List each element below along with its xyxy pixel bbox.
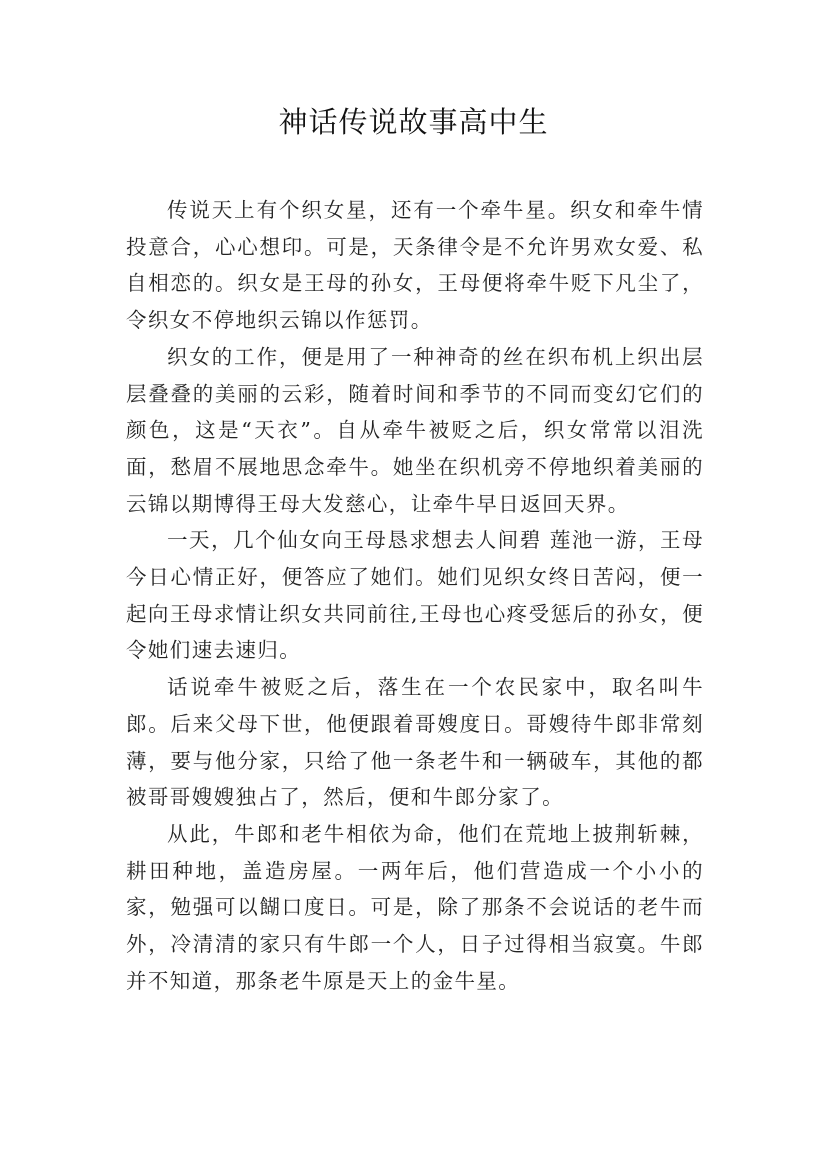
- paragraph: 一天，几个仙女向王母恳求想去人间碧 莲池一游，王母今日心情正好，便答应了她们。她们见织女终日苦闷，便一起向王母求情让织女共同前往,王母也心疼受惩后的孙女，便令她们速去速归。: [126, 528, 704, 663]
- paragraph: 传说天上有个织女星，还有一个牵牛星。织女和牵牛情投意合，心心想印。可是，天条律令是不允许男欢女爱、私自相恋的。织女是王母的孙女，王母便将牵牛贬下凡尘了，令织女不停地织云锦以作惩罚。: [126, 198, 704, 333]
- document-title: 神话传说故事高中生: [278, 105, 549, 139]
- paragraph: 话说牵牛被贬之后，落生在一个农民家中，取名叫牛郎。后来父母下世，他便跟着哥嫂度日。哥嫂待牛郎非常刻薄，要与他分家，只给了他一条老牛和一辆破车，其他的都被哥哥嫂嫂独占了，然后，便和牛郎分家了。: [126, 675, 704, 810]
- document-body: [126, 192, 704, 999]
- paragraph: 从此，牛郎和老牛相依为命，他们在荒地上披荆斩棘，耕田种地，盖造房屋。一两年后，他们营造成一个小小的家，勉强可以餬口度日。可是，除了那条不会说话的老牛而外，冷清清的家只有牛郎一个人，日子过得相当寂寞。牛郎并不知道，那条老牛原是天上的金牛星。: [126, 821, 704, 993]
- paragraph: 织女的工作，便是用了一种神奇的丝在织布机上织出层层叠叠的美丽的云彩，随着时间和季节的不同而变幻它们的颜色，这是“天衣”。自从牵牛被贬之后，织女常常以泪洗面，愁眉不展地思念牵牛。她坐在织机旁不停地织着美丽的云锦以期博得王母大发慈心，让牵牛早日返回天界。: [126, 344, 704, 516]
